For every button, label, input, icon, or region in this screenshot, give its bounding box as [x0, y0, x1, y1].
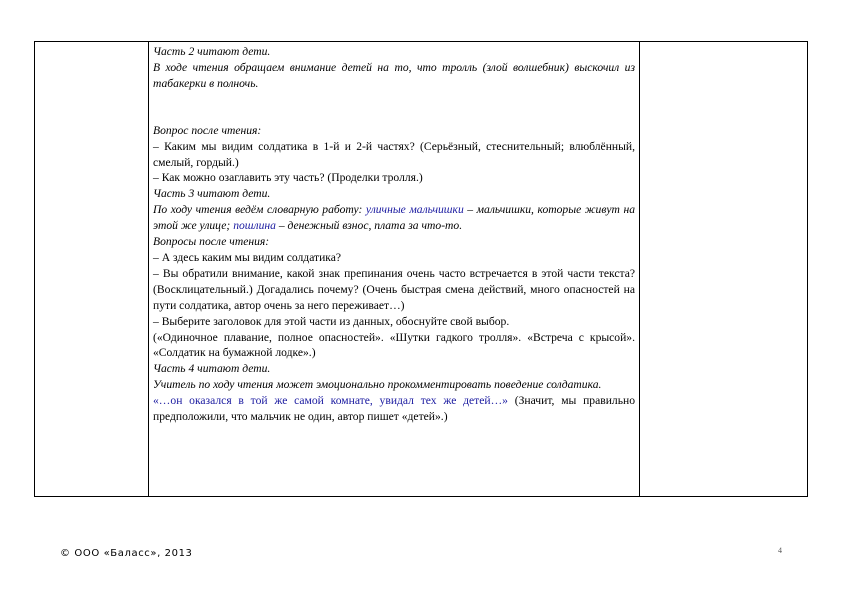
question-title-part: – Как можно озаглавить эту часть? (Проделки тролля.) — [153, 171, 423, 185]
vocabulary-term-2: пошлина — [233, 219, 276, 233]
vocabulary-work — [153, 202, 635, 234]
question-soldier-parts: – Каким мы видим солдатика в 1-й и 2-й частях? (Серьёзный, стеснительный; влюблённый, смелый, гордый.) — [153, 139, 635, 169]
heading-part-3: Часть 3 читают дети. — [153, 187, 271, 201]
page-number: 4 — [778, 546, 782, 555]
teacher-comment: Учитель по ходу чтения может эмоционально прокомментировать поведение солдатика. — [153, 378, 602, 392]
questions-heading: Вопросы после чтения: — [153, 235, 270, 249]
table-column-left — [35, 42, 149, 496]
table-column-content — [149, 42, 640, 496]
quote-paragraph — [153, 393, 635, 425]
heading-part-2: Часть 2 читают дети. — [153, 45, 271, 58]
question-choose-title: – Выберите заголовок для этой части из данных, обоснуйте свой выбор. — [153, 314, 510, 328]
question-punctuation: – Вы обратили внимание, какой знак препинания очень часто встречается в этой части текста? (Восклицательный.) Догадались почему? (Очень быстрая смена действий, много опасностей на пути солдатика, автор очень за него переживает…) — [153, 266, 635, 312]
vocabulary-def-1: – мальчишки, которые живут на этой же улице; — [153, 203, 635, 233]
lesson-table — [34, 41, 808, 497]
title-options: («Одиночное плавание, полное опасностей». «Шутки гадкого тролля». «Встреча с крысой». «Солдатик на бумажной лодке».) — [153, 330, 635, 360]
footer-copyright: © ООО «Баласс», 2013 — [60, 548, 193, 559]
vocabulary-intro: По ходу чтения ведём словарную работу: — [153, 203, 366, 217]
instruction-part-2: В ходе чтения обращаем внимание детей на то, что тролль (злой волшебник) выскочил из табакерки в полночь. — [153, 60, 635, 90]
vocabulary-def-2: – денежный взнос, плата за что-то. — [275, 219, 463, 233]
vocabulary-term-1: уличные мальчишки — [365, 203, 464, 217]
heading-part-4: Часть 4 читают дети. — [153, 362, 271, 376]
table-column-right — [640, 42, 807, 496]
quote-explanation: (Значит, мы правильно предположили, что мальчик не один, автор пишет «детей».) — [153, 394, 635, 424]
quote-text: «…он оказался в той же самой комнате, увидал тех же детей…» — [153, 394, 508, 408]
question-soldier-here: – А здесь каким мы видим солдатика? — [153, 250, 342, 264]
lesson-text — [153, 44, 635, 425]
spacer — [153, 92, 635, 123]
question-heading: Вопрос после чтения: — [153, 123, 262, 137]
